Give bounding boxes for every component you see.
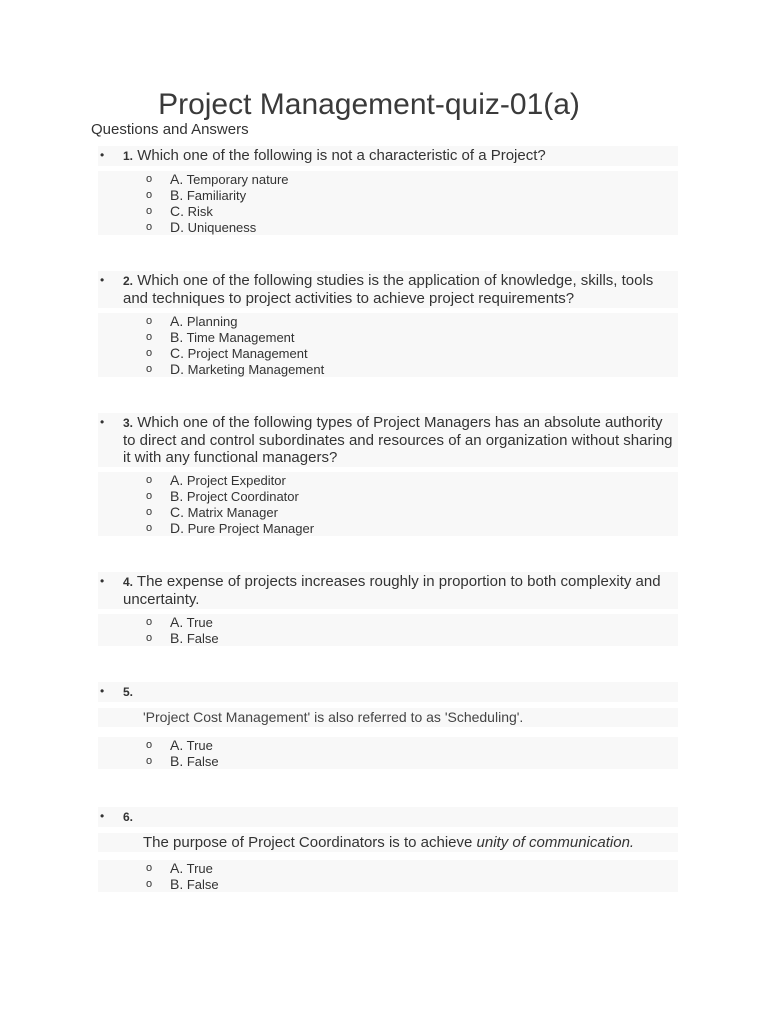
option-letter: B. — [170, 329, 184, 345]
bullet-icon: • — [100, 415, 105, 429]
option-text: Uniqueness — [187, 220, 257, 235]
question-header — [98, 271, 678, 308]
option-letter: C. — [170, 345, 184, 361]
question-text: The expense of projects increases roughly in proportion to both complexity and uncertainty. — [123, 573, 661, 608]
option-text: False — [186, 754, 219, 769]
option-letter: A. — [170, 614, 184, 630]
option-list — [98, 860, 678, 892]
circle-bullet-icon: o — [146, 739, 153, 751]
circle-bullet-icon: o — [146, 221, 153, 233]
option-item[interactable] — [98, 614, 678, 630]
option-letter: A. — [170, 860, 184, 876]
option-list — [98, 171, 678, 235]
question-2 — [98, 271, 678, 377]
circle-bullet-icon: o — [146, 189, 153, 201]
question-text: Which one of the following studies is the application of knowledge, skills, tools and techniques to project activities to achieve project requirements? — [123, 272, 654, 307]
question-1 — [98, 146, 678, 235]
bullet-icon: • — [100, 684, 105, 698]
question-number: 2. — [123, 274, 134, 288]
option-letter: A. — [170, 171, 184, 187]
question-text: Which one of the following types of Project Managers has an absolute authority to direct and control subordinates and resources of an organization without sharing it with any functional managers? — [123, 414, 673, 466]
option-text: Marketing Management — [187, 362, 325, 377]
option-letter: A. — [170, 737, 184, 753]
page-title: Project Management-quiz-01(a) — [158, 88, 580, 121]
circle-bullet-icon: o — [146, 363, 153, 375]
option-item[interactable] — [98, 171, 678, 187]
question-statement — [98, 833, 678, 852]
question-header — [98, 682, 678, 702]
question-statement: 'Project Cost Management' is also referred to as 'Scheduling'. — [98, 708, 678, 727]
circle-bullet-icon: o — [146, 474, 153, 486]
option-text: False — [186, 631, 219, 646]
page-subtitle: Questions and Answers — [91, 121, 249, 138]
option-letter: A. — [170, 472, 184, 488]
question-header — [98, 572, 678, 609]
circle-bullet-icon: o — [146, 506, 153, 518]
question-header — [98, 807, 678, 827]
option-text: Familiarity — [186, 188, 247, 203]
option-item[interactable] — [98, 219, 678, 235]
option-text: Time Management — [186, 330, 295, 345]
option-letter: B. — [170, 876, 184, 892]
circle-bullet-icon: o — [146, 522, 153, 534]
option-item[interactable] — [98, 361, 678, 377]
question-text: Which one of the following is not a characteristic of a Project? — [137, 147, 546, 164]
question-4 — [98, 572, 678, 646]
option-item[interactable] — [98, 630, 678, 646]
option-text: False — [186, 877, 219, 892]
option-letter: B. — [170, 630, 184, 646]
option-text: True — [186, 615, 213, 630]
option-item[interactable] — [98, 737, 678, 753]
option-text: True — [186, 738, 213, 753]
option-item[interactable] — [98, 876, 678, 892]
question-number: 1. — [123, 149, 134, 163]
circle-bullet-icon: o — [146, 331, 153, 343]
option-item[interactable] — [98, 860, 678, 876]
circle-bullet-icon: o — [146, 616, 153, 628]
option-text: Project Expeditor — [186, 473, 286, 488]
option-item[interactable] — [98, 329, 678, 345]
circle-bullet-icon: o — [146, 862, 153, 874]
option-text: Project Coordinator — [186, 489, 299, 504]
option-letter: C. — [170, 504, 184, 520]
option-letter: D. — [170, 361, 184, 377]
circle-bullet-icon: o — [146, 205, 153, 217]
bullet-icon: • — [100, 574, 105, 588]
question-3 — [98, 413, 678, 536]
option-letter: B. — [170, 187, 184, 203]
option-item[interactable] — [98, 203, 678, 219]
circle-bullet-icon: o — [146, 315, 153, 327]
option-list — [98, 737, 678, 769]
option-item[interactable] — [98, 345, 678, 361]
circle-bullet-icon: o — [146, 490, 153, 502]
option-text: Matrix Manager — [187, 505, 278, 520]
option-text: Pure Project Manager — [187, 521, 315, 536]
option-list — [98, 472, 678, 536]
option-list — [98, 313, 678, 377]
question-header — [98, 413, 678, 467]
bullet-icon: • — [100, 148, 105, 162]
circle-bullet-icon: o — [146, 632, 153, 644]
question-number: 3. — [123, 416, 134, 430]
option-item[interactable] — [98, 313, 678, 329]
option-text: Temporary nature — [186, 172, 289, 187]
question-number: 5. — [123, 685, 134, 699]
option-item[interactable] — [98, 504, 678, 520]
circle-bullet-icon: o — [146, 173, 153, 185]
circle-bullet-icon: o — [146, 755, 153, 767]
option-text: Risk — [187, 204, 213, 219]
question-5 — [98, 682, 678, 769]
bullet-icon: • — [100, 273, 105, 287]
option-text: True — [186, 861, 213, 876]
statement-emphasis: unity of communication. — [476, 834, 635, 851]
option-text: Planning — [186, 314, 238, 329]
question-number: 6. — [123, 810, 134, 824]
option-text: Project Management — [187, 346, 308, 361]
option-letter: B. — [170, 753, 184, 769]
option-item[interactable] — [98, 472, 678, 488]
option-letter: D. — [170, 219, 184, 235]
circle-bullet-icon: o — [146, 347, 153, 359]
option-list — [98, 614, 678, 646]
option-item[interactable] — [98, 753, 678, 769]
option-letter: D. — [170, 520, 184, 536]
option-letter: B. — [170, 488, 184, 504]
question-6 — [98, 807, 678, 892]
option-item[interactable] — [98, 187, 678, 203]
statement-text: The purpose of Project Coordinators is to achieve — [143, 834, 477, 851]
bullet-icon: • — [100, 809, 105, 823]
option-letter: A. — [170, 313, 184, 329]
option-item[interactable] — [98, 488, 678, 504]
option-item[interactable] — [98, 520, 678, 536]
question-number: 4. — [123, 575, 134, 589]
question-header — [98, 146, 678, 166]
option-letter: C. — [170, 203, 184, 219]
circle-bullet-icon: o — [146, 878, 153, 890]
